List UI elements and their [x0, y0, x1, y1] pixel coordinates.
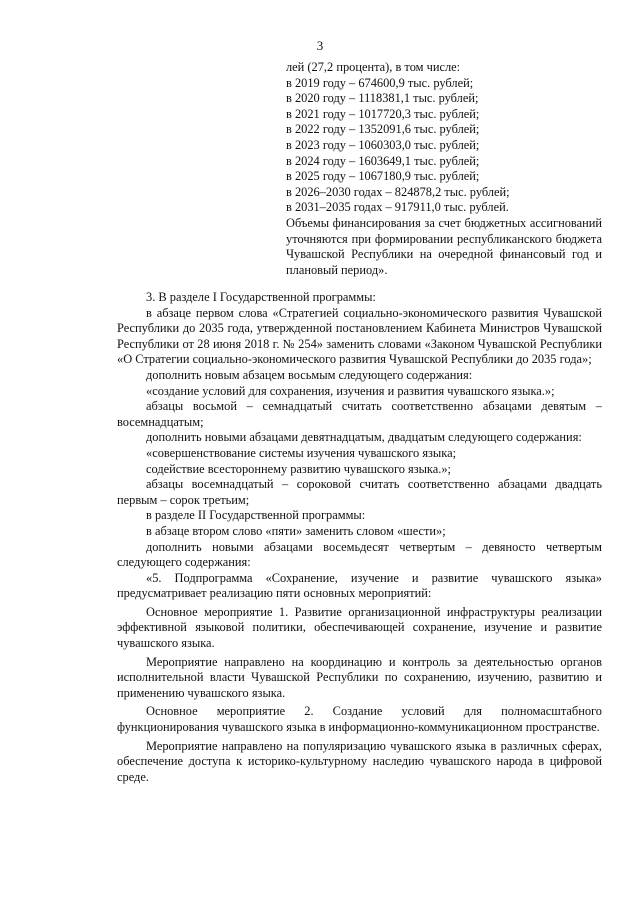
paragraph: «5. Подпрограмма «Сохранение, изучение и развитие чувашского языка» предусматривает реализацию пяти основных мероприятий: [117, 570, 602, 601]
paragraph: дополнить новыми абзацами восемьдесят четвертым – девяносто четвертым следующего содержания: [117, 539, 602, 570]
funding-line: в 2031–2035 годах – 917911,0 тыс. рублей. [286, 200, 509, 215]
paragraph: абзацы восьмой – семнадцатый считать соответственно абзацами девятым – восемнадцатым; [117, 399, 602, 429]
funding-note: Объемы финансирования за счет бюджетных ассигнований уточняются при формировании республиканского бюджета Чувашской Республики на очередной финансовый год и плановый период». [286, 215, 602, 277]
paragraph: абзацы восемнадцатый – сороковой считать соответственно абзацами двадцать первым – сорок третьим; [117, 477, 602, 507]
funding-line: в 2022 году – 1352091,6 тыс. рублей; [286, 122, 480, 137]
document-body [117, 290, 602, 785]
funding-block [286, 60, 602, 278]
paragraph: содействие всестороннему развитию чувашского языка.»; [146, 461, 451, 476]
funding-line: в 2025 году – 1067180,9 тыс. рублей; [286, 169, 480, 184]
funding-line: лей (27,2 процента), в том числе: [286, 60, 461, 74]
funding-line: в 2021 году – 1017720,3 тыс. рублей; [286, 106, 480, 121]
paragraph: в абзаце первом слова «Стратегией социально-экономического развития Чувашской Республики до 2035 года, утвержденной постановлением Кабинета Министров Чувашской Республики от 28 июня 2018 г. № 254» заменить словами «Законом Чувашской Республики «О Стратегии социально-экономического развития Чувашской Республики до 2035 года»; [117, 305, 602, 367]
funding-line: в 2024 году – 1603649,1 тыс. рублей; [286, 153, 480, 168]
paragraph: Мероприятие направлено на координацию и контроль за деятельностью органов исполнительной власти Чувашской Республики по сохранению, изучению, развитию и применению чувашского языка. [117, 654, 602, 700]
funding-line: в 2019 году – 674600,9 тыс. рублей; [286, 75, 474, 90]
paragraph: дополнить новыми абзацами девятнадцатым, двадцатым следующего содержания: [146, 430, 582, 445]
paragraph: Мероприятие направлено на популяризацию чувашского языка в различных сферах, обеспечение доступа к историко-культурному наследию чувашского народа в цифровой среде. [117, 738, 602, 784]
funding-line: в 2020 году – 1118381,1 тыс. рублей; [286, 91, 479, 106]
section-heading: 3. В разделе I Государственной программы: [146, 290, 376, 304]
paragraph: в абзаце втором слово «пяти» заменить словом «шести»; [146, 523, 446, 538]
page-number: 3 [316, 38, 324, 53]
paragraph: Основное мероприятие 2. Создание условий для полномасштабного функционирования чувашского языка в информационно-коммуникационном пространстве. [117, 704, 602, 735]
paragraph: «совершенствование системы изучения чувашского языка; [146, 445, 457, 460]
paragraph: дополнить новым абзацем восьмым следующего содержания: [146, 367, 473, 382]
funding-line: в 2023 году – 1060303,0 тыс. рублей; [286, 137, 480, 152]
paragraph: Основное мероприятие 1. Развитие организационной инфраструктуры реализации эффективной языковой политики, обеспечивающей сохранение, изучение и развитие чувашского языка. [117, 604, 602, 651]
funding-line: в 2026–2030 годах – 824878,2 тыс. рублей; [286, 184, 510, 199]
paragraph: «создание условий для сохранения, изучения и развития чувашского языка.»; [146, 383, 555, 398]
paragraph: в разделе II Государственной программы: [146, 508, 366, 523]
